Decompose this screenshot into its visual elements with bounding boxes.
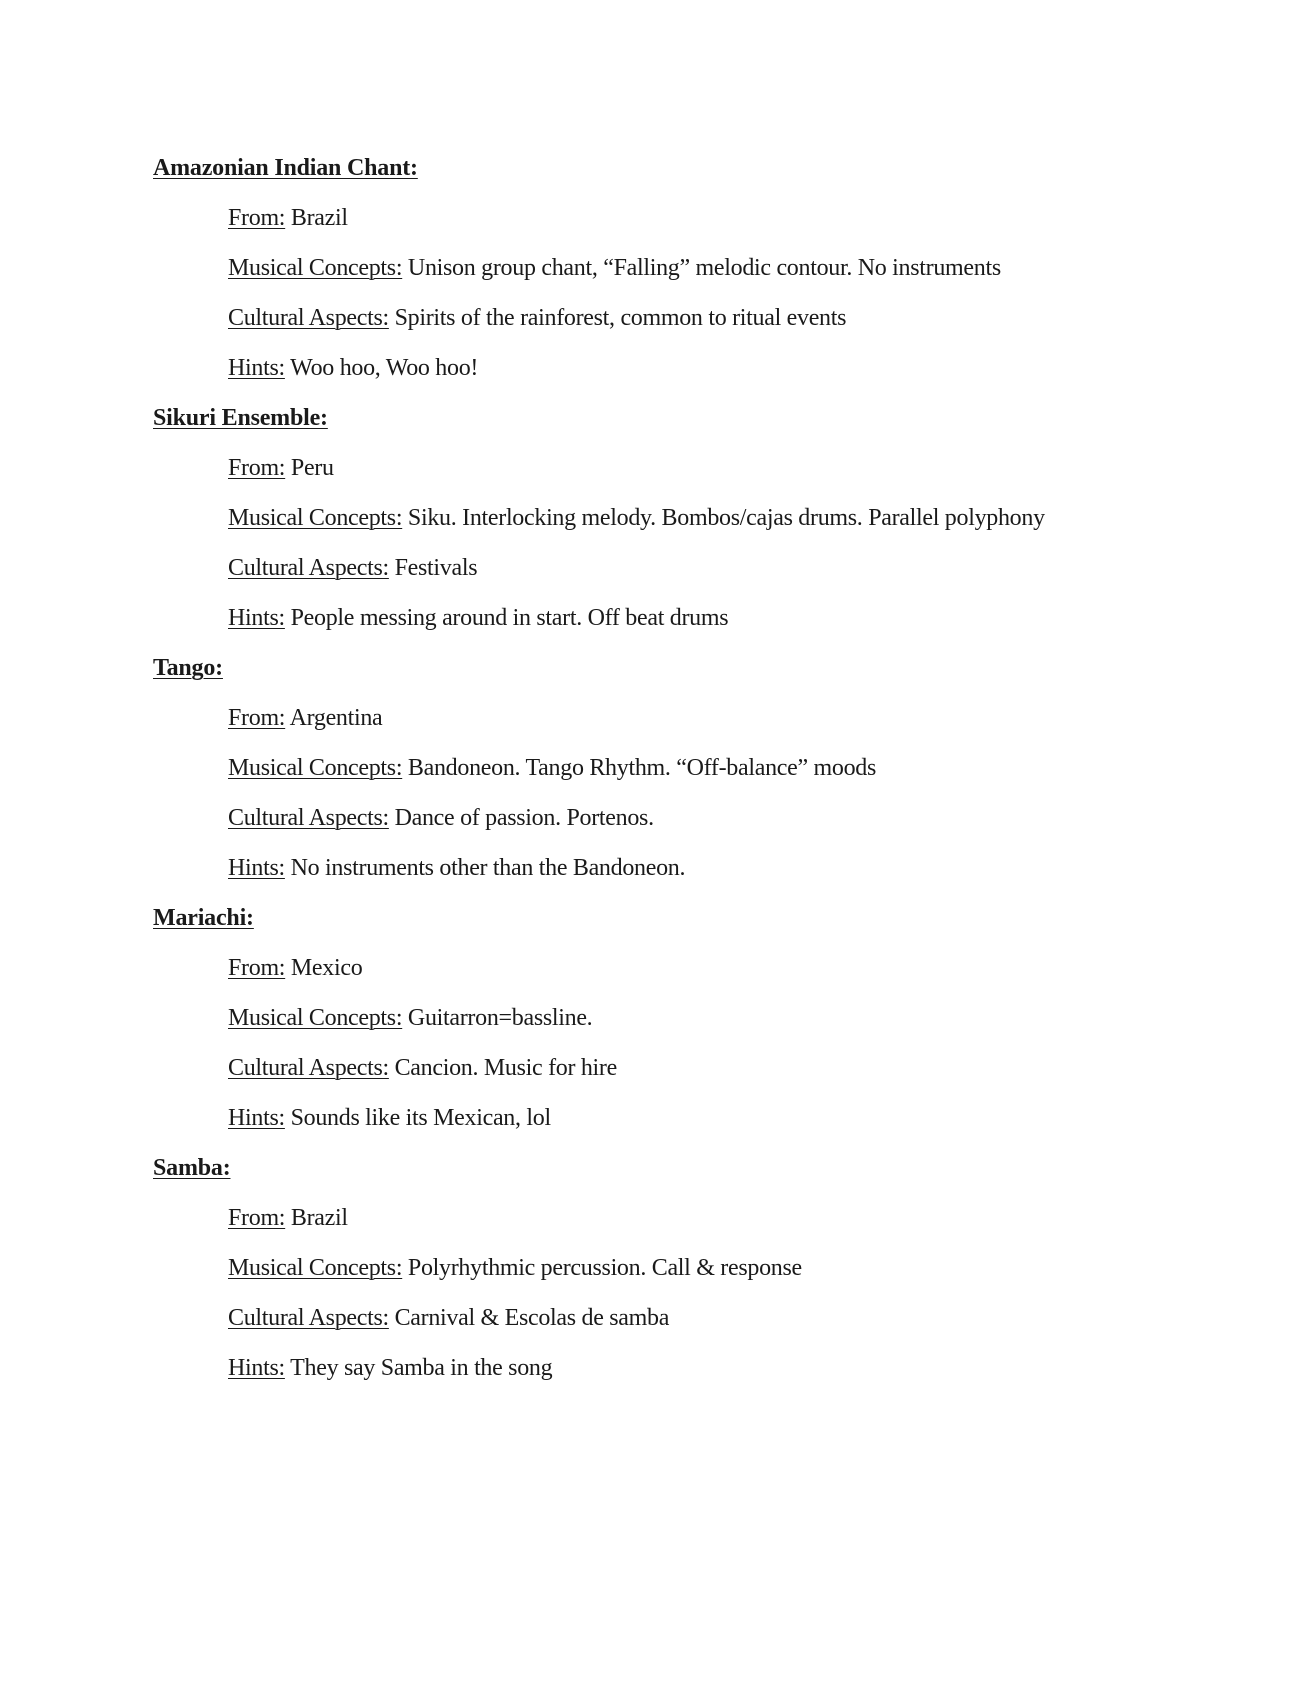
entry-label: Hints: — [228, 1105, 285, 1131]
entry-from — [153, 1198, 1153, 1248]
entry-text: No instruments other than the Bandoneon. — [290, 855, 686, 881]
entry-text: They say Samba in the song — [290, 1355, 553, 1381]
entry-text: Carnival & Escolas de samba — [394, 1305, 670, 1331]
entry-text: Argentina — [289, 705, 383, 731]
entry-text: Festivals — [394, 555, 478, 581]
entry-cultural-aspects — [153, 298, 1153, 348]
entry-label: Musical Concepts: — [228, 1005, 403, 1031]
entry-hints — [153, 1098, 1153, 1148]
entry-text: Dance of passion. Portenos. — [394, 805, 654, 831]
entry-from — [153, 198, 1153, 248]
entry-text: Guitarron=bassline. — [407, 1005, 593, 1031]
entry-label: Cultural Aspects: — [228, 1305, 389, 1331]
section-title: Amazonian Indian Chant: — [153, 155, 418, 181]
entry-cultural-aspects — [153, 798, 1153, 848]
entry-text: Polyrhythmic percussion. Call & response — [407, 1255, 802, 1281]
entry-label: From: — [228, 455, 286, 481]
section-samba — [153, 1148, 1153, 1398]
entry-cultural-aspects — [153, 548, 1153, 598]
entry-label: Cultural Aspects: — [228, 305, 389, 331]
entry-text: Spirits of the rainforest, common to ritual events — [394, 305, 847, 331]
entry-label: From: — [228, 955, 286, 981]
entry-label: Cultural Aspects: — [228, 555, 389, 581]
entry-text: Brazil — [290, 1205, 348, 1231]
entry-text: Siku. Interlocking melody. Bombos/cajas drums. Parallel polyphony — [407, 505, 1045, 531]
entry-label: From: — [228, 205, 286, 231]
entry-cultural-aspects — [153, 1298, 1153, 1348]
entry-text: Bandoneon. Tango Rhythm. “Off-balance” moods — [407, 755, 877, 781]
entry-text: Brazil — [290, 205, 348, 231]
entry-musical-concepts — [153, 248, 1153, 298]
entry-text: Cancion. Music for hire — [394, 1055, 617, 1081]
entry-label: Hints: — [228, 855, 285, 881]
section-sikuri-ensemble — [153, 398, 1153, 648]
entry-text: People messing around in start. Off beat drums — [290, 605, 729, 631]
entry-musical-concepts — [153, 748, 1153, 798]
entry-musical-concepts — [153, 1248, 1153, 1298]
entry-label: Musical Concepts: — [228, 255, 403, 281]
document-content — [153, 148, 1153, 1398]
section-title: Mariachi: — [153, 905, 254, 931]
entry-cultural-aspects — [153, 1048, 1153, 1098]
entry-text: Woo hoo, Woo hoo! — [290, 355, 479, 381]
entry-label: Cultural Aspects: — [228, 805, 389, 831]
entry-hints — [153, 848, 1153, 898]
entry-hints — [153, 598, 1153, 648]
section-mariachi — [153, 898, 1153, 1148]
entry-from — [153, 948, 1153, 998]
entry-text: Peru — [290, 455, 334, 481]
entry-label: Hints: — [228, 1355, 285, 1381]
entry-text: Unison group chant, “Falling” melodic contour. No instruments — [407, 255, 1001, 281]
section-amazonian-indian-chant — [153, 148, 1153, 398]
entry-label: Cultural Aspects: — [228, 1055, 389, 1081]
entry-label: From: — [228, 705, 286, 731]
entry-label: Musical Concepts: — [228, 755, 403, 781]
entry-label: Hints: — [228, 605, 285, 631]
entry-hints — [153, 348, 1153, 398]
entry-from — [153, 698, 1153, 748]
entry-label: Musical Concepts: — [228, 1255, 403, 1281]
section-tango — [153, 648, 1153, 898]
entry-label: From: — [228, 1205, 286, 1231]
entry-label: Musical Concepts: — [228, 505, 403, 531]
section-title: Sikuri Ensemble: — [153, 405, 328, 431]
entry-text: Mexico — [290, 955, 363, 981]
entry-label: Hints: — [228, 355, 285, 381]
section-title: Samba: — [153, 1155, 231, 1181]
entry-musical-concepts — [153, 498, 1153, 548]
entry-from — [153, 448, 1153, 498]
section-title: Tango: — [153, 655, 223, 681]
entry-text: Sounds like its Mexican, lol — [290, 1105, 551, 1131]
entry-hints — [153, 1348, 1153, 1398]
entry-musical-concepts — [153, 998, 1153, 1048]
